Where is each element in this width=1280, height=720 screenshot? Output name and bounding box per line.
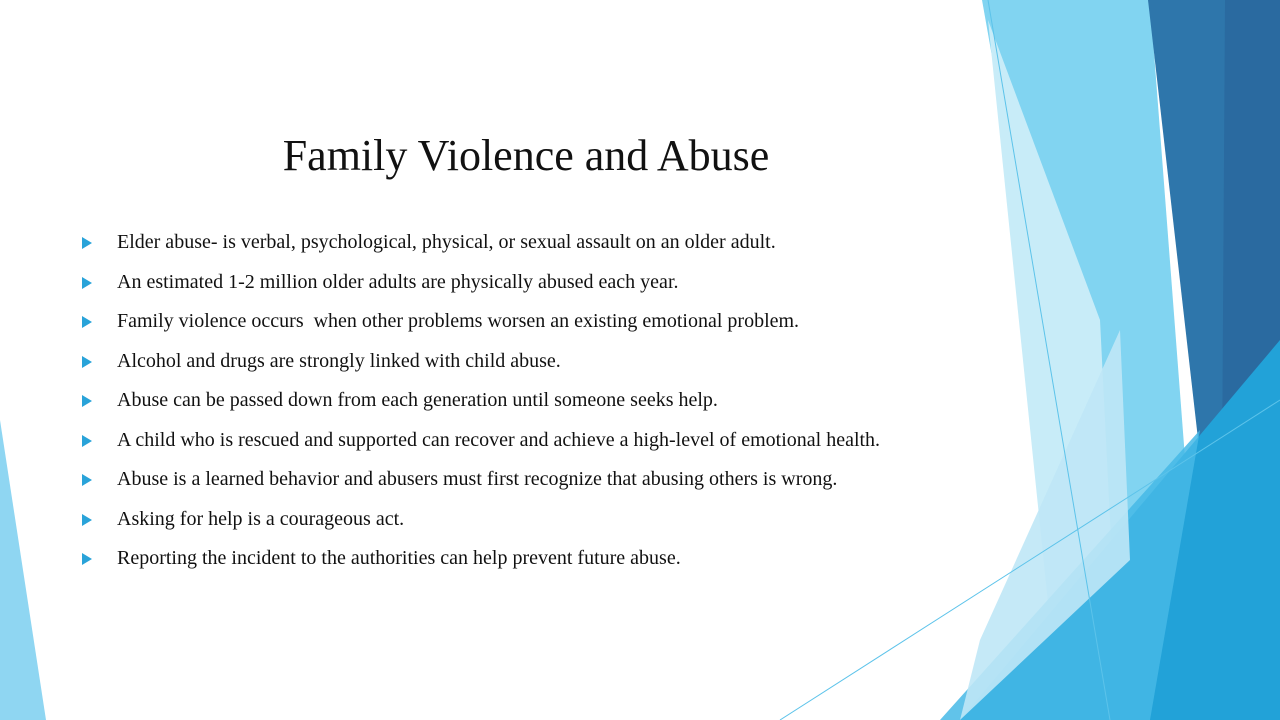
bullet-text: Asking for help is a courageous act. [117,507,405,530]
triangle-bullet-icon [82,514,92,526]
bullet-list [82,230,982,586]
slide-title: Family Violence and Abuse [282,131,770,180]
bullet-item [82,349,982,373]
triangle-bullet-icon [82,553,92,565]
triangle-bullet-icon [82,316,92,328]
triangle-bullet-icon [82,474,92,486]
bullet-text: Elder abuse- is verbal, psychological, physical, or sexual assault on an older adult. [117,231,776,253]
triangle-bullet-icon [82,237,92,249]
bullet-text: Abuse can be passed down from each generation until someone seeks help. [117,389,718,411]
bullet-item [82,309,982,333]
bullet-text: Reporting the incident to the authorities can help prevent future abuse. [117,547,681,569]
bullet-text: Alcohol and drugs are strongly linked with child abuse. [117,349,561,372]
left-edge-shape [0,420,46,720]
bullet-text: Abuse is a learned behavior and abusers must first recognize that abusing others is wrong. [117,468,838,490]
triangle-bullet-icon [82,356,92,368]
bullet-item [82,467,982,491]
bullet-item [82,546,982,570]
bullet-item [82,428,982,452]
bullet-text: A child who is rescued and supported can recover and achieve a high-level of emotional health. [117,428,881,451]
triangle-bullet-icon [82,435,92,447]
bullet-item [82,230,982,254]
bullet-item [82,507,982,531]
triangle-bullet-icon [82,277,92,289]
bullet-text: Family violence occurs when other problems worsen an existing emotional problem. [117,310,800,332]
bullet-text: An estimated 1-2 million older adults are physically abused each year. [117,270,679,293]
bullet-item [82,270,982,294]
triangle-bullet-icon [82,395,92,407]
bullet-item [82,388,982,412]
